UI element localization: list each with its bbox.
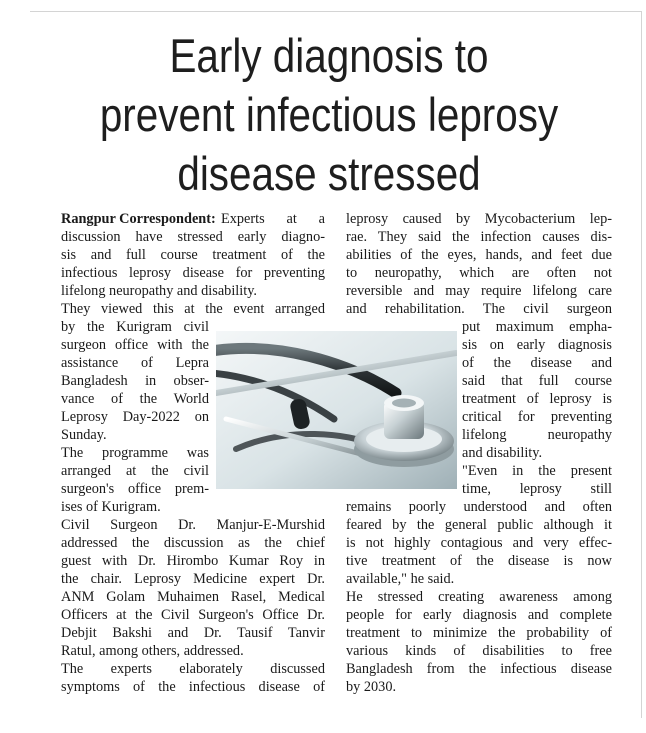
byline: Rangpur Correspondent: xyxy=(61,211,216,227)
col1-line: sis and full course treatment of the xyxy=(61,247,325,263)
col1-line: lifelong neuropathy and disability. xyxy=(61,283,258,299)
col1-line: infectious leprosy disease for preventing xyxy=(61,265,325,281)
col1-line: symptoms of the infectious disease of xyxy=(61,679,325,695)
col2-line: and disability. xyxy=(462,445,543,461)
col1-line: ises of Kurigram. xyxy=(61,499,161,515)
col1-line: addressed the discussion as the chief xyxy=(61,535,325,551)
col2-line: treatment to minimize the probability of xyxy=(346,625,612,641)
col2-line: reversible and may require lifelong care xyxy=(346,283,612,299)
col2-line: time, leprosy still xyxy=(462,481,612,497)
col2-line: by 2030. xyxy=(346,679,397,695)
col2-line: sis on early diagnosis xyxy=(462,337,612,353)
col2-line: abilities of the eyes, hands, and feet due xyxy=(346,247,612,263)
col1-line: arranged at the civil xyxy=(61,463,209,479)
col1-line: They viewed this at the event arranged xyxy=(61,301,325,317)
headline-line: Early diagnosis to xyxy=(169,29,489,82)
col1-line: ANM Golam Muhaimen Rasel, Medical xyxy=(61,589,325,605)
col2-line: said that full course xyxy=(462,373,612,389)
col1-line: discussion have stressed early diagno- xyxy=(61,229,325,245)
col1-line: Sunday. xyxy=(61,427,107,443)
headline xyxy=(94,26,564,203)
col1-line: the chair. Leprosy Medicine expert Dr. xyxy=(61,571,325,587)
col2-line: feared by the general public although it xyxy=(346,517,612,533)
col1-line: Ratul, among others, addressed. xyxy=(61,643,244,659)
col2-line: people for early diagnosis and complete xyxy=(346,607,612,623)
col1-line: Experts at a xyxy=(221,211,325,227)
col1-line: vance of the World xyxy=(61,391,209,407)
col1-line: surgeon office with the xyxy=(61,337,209,353)
col2-line: tive treatment of the disease is now xyxy=(346,553,612,569)
col2-line: Bangladesh from the infectious disease xyxy=(346,661,612,677)
headline-line: prevent infectious leprosy xyxy=(99,88,559,141)
col2-line: various kinds of disabilities to free xyxy=(346,643,612,659)
col2-line: and rehabilitation. The civil surgeon xyxy=(346,301,612,317)
col2-line: leprosy caused by Mycobacterium lep- xyxy=(346,211,612,227)
stethoscope-photo xyxy=(216,331,457,489)
col1-line: The programme was xyxy=(61,445,209,461)
col2-line: lifelong neuropathy xyxy=(462,427,612,443)
col2-line: "Even in the present xyxy=(462,463,612,479)
col1-line: Officers at the Civil Surgeon's Office Dr. xyxy=(61,607,325,623)
col2-line: remains poorly understood and often xyxy=(346,499,612,515)
col2-line: treatment of leprosy is xyxy=(462,391,612,407)
col2-line: put maximum empha- xyxy=(462,319,612,335)
col2-line: is not highly contagious and very effec- xyxy=(346,535,612,551)
headline-line: disease stressed xyxy=(177,147,481,200)
col1-line: assistance of Lepra xyxy=(61,355,209,371)
col1-line: Debjit Bakshi and Dr. Tausif Tanvir xyxy=(61,625,325,641)
col2-line: He stressed creating awareness among xyxy=(346,589,612,605)
col1-line: guest with Dr. Hirombo Kumar Roy in xyxy=(61,553,325,569)
col2-line: to neuropathy, which are often not xyxy=(346,265,612,281)
col1-line: surgeon's office prem- xyxy=(61,481,209,497)
col2-line: available," he said. xyxy=(346,571,455,587)
col1-line: Leprosy Day-2022 on xyxy=(61,409,209,425)
col1-line: Civil Surgeon Dr. Manjur-E-Murshid xyxy=(61,517,325,533)
col1-line: The experts elaborately discussed xyxy=(61,661,325,677)
col1-line: Bangladesh in obser- xyxy=(61,373,209,389)
col2-line: rae. They said the infection causes dis- xyxy=(346,229,612,245)
col2-line: critical for preventing xyxy=(462,409,612,425)
col2-line: of the disease and xyxy=(462,355,612,371)
col1-line: by the Kurigram civil xyxy=(61,319,209,335)
